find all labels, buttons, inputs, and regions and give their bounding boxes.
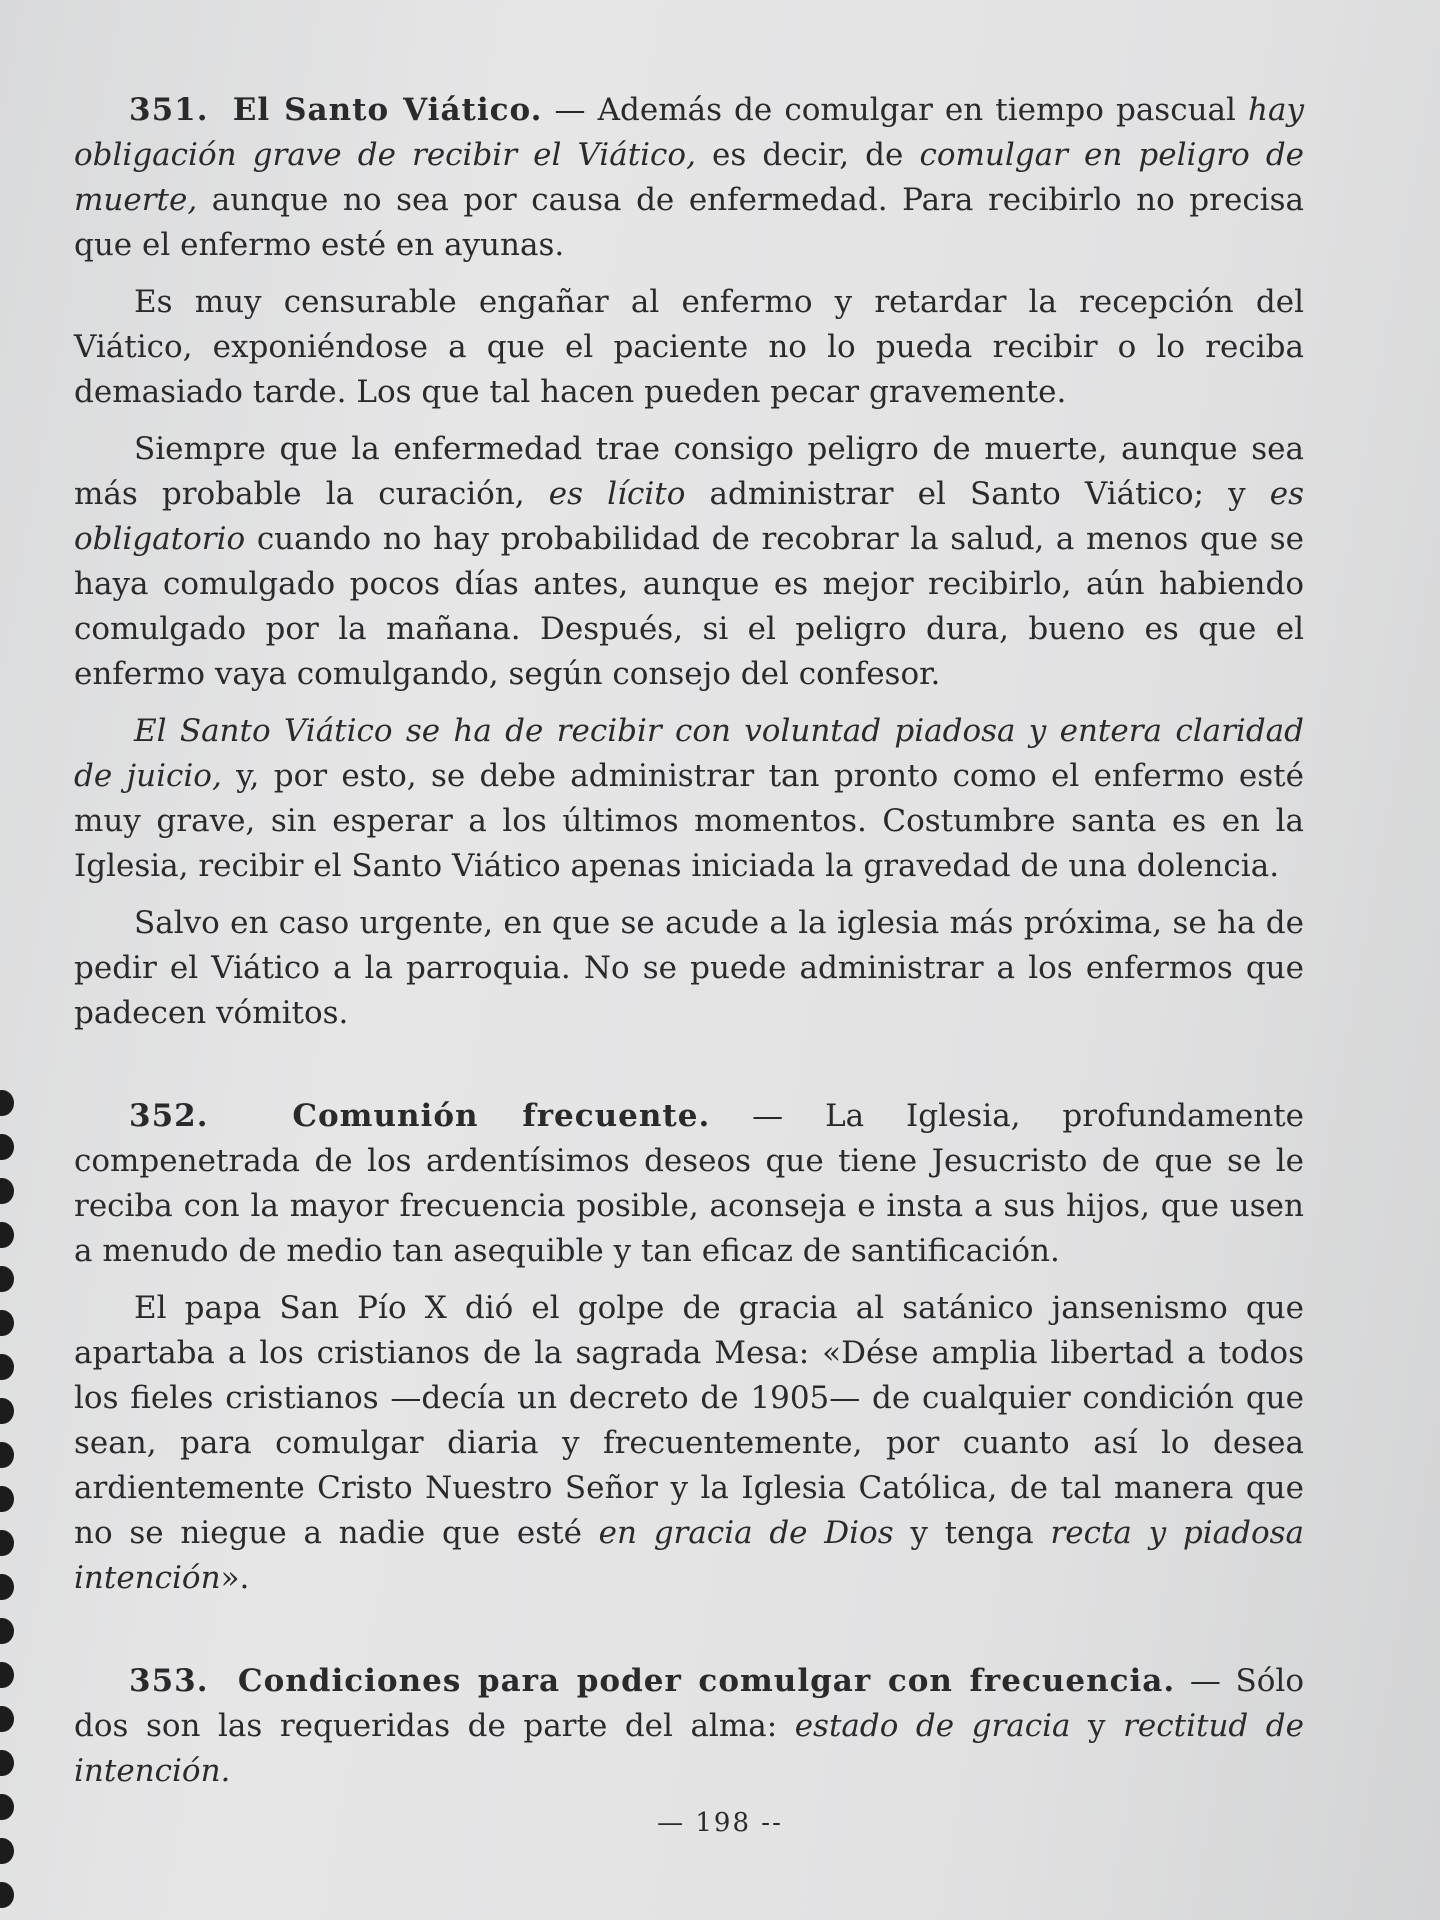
binding-hole [0, 1178, 14, 1204]
binding-hole [0, 1882, 14, 1908]
section-heading: El Santo Viático. [232, 92, 543, 128]
binding-hole [0, 1222, 14, 1248]
text-run: cuando no hay probabilidad de recobrar la salud, a menos que se haya comulgado pocos días antes, aunque es mejor recibirlo, aún habiendo comulgado por la mañana. Después, si el peligro dura, bueno es que el enfermo vaya comulgando, según consejo del confesor. [74, 521, 1304, 692]
section-heading: Comunión frecuente. [292, 1098, 711, 1134]
text-run: Es muy censurable engañar al enfermo y retardar la recepción del Viático, exponiéndose a que el paciente no lo pueda recibir o lo reciba demasiado tarde. Los que tal hacen pueden pecar gravemente. [74, 284, 1304, 410]
paragraph [74, 901, 1304, 1036]
text-run: y [1070, 1708, 1124, 1744]
binding-hole [0, 1442, 14, 1468]
binding-hole [0, 1398, 14, 1424]
text-run: administrar el Santo Viático; y [685, 476, 1270, 512]
text-run: — Además de comulgar en tiempo pascual [542, 92, 1249, 128]
section-heading: Condiciones para poder comulgar con frecuencia. [237, 1663, 1176, 1699]
italic-text: El Santo Viático se ha de recibir con voluntad piadosa y entera claridad de juicio, [74, 713, 1304, 794]
text-run: y, por esto, se debe administrar tan pronto como el enfermo esté muy grave, sin esperar a los últimos momentos. Costumbre santa es en la Iglesia, recibir el Santo Viático apenas iniciada la gravedad de una dolencia. [74, 758, 1304, 884]
text-run: Siempre que la enfermedad trae consigo peligro de muerte, aunque sea más probable la curación, [74, 431, 1304, 512]
text-run: — Sólo dos son las requeridas de parte del alma: [74, 1663, 1305, 1744]
page-body [74, 88, 1304, 1852]
binding-hole [0, 1530, 14, 1556]
binding-hole [0, 1662, 14, 1688]
section-number: 353. [129, 1663, 209, 1699]
binding-hole [0, 1838, 14, 1864]
italic-text: hay obligación grave de recibir el Viático, [74, 92, 1304, 173]
binding-hole [0, 1618, 14, 1644]
binding-hole [0, 1750, 14, 1776]
italic-text: es obligatorio [74, 476, 1304, 557]
text-run: ». [220, 1560, 250, 1596]
italic-text: estado de gracia [794, 1708, 1071, 1744]
italic-text: en gracia de Dios [598, 1515, 894, 1551]
paragraph [74, 427, 1304, 697]
binding-hole [0, 1574, 14, 1600]
italic-text: rectitud de intención. [74, 1708, 1304, 1789]
paragraph [74, 88, 1304, 268]
spiral-binding [0, 1090, 20, 1920]
text-run: y tenga [893, 1515, 1051, 1551]
text-run: aunque no sea por causa de enfermedad. Para recibirlo no precisa que el enfermo esté en ayunas. [74, 182, 1304, 263]
text-run: es decir, de [695, 137, 920, 173]
italic-text: recta y piadosa intención [74, 1515, 1305, 1596]
section-351 [74, 88, 1304, 1036]
italic-text: comulgar en peligro de muerte, [74, 137, 1305, 218]
binding-hole [0, 1090, 14, 1116]
paragraph [74, 1659, 1304, 1794]
paragraph [74, 1094, 1304, 1274]
section-number: 352. [129, 1098, 209, 1134]
section-352 [74, 1094, 1304, 1601]
text-run: El papa San Pío X dió el golpe de gracia al satánico jansenismo que apartaba a los cristianos de la sagrada Mesa: «Dése amplia libertad a todos los fieles cristianos —decía un decreto de 1905— de cualquier condición que sean, para comulgar diaria y frecuentemente, por cuanto así lo desea ardientemente Cristo Nuestro Señor y la Iglesia Católica, de tal manera que no se niegue a nadie que esté [74, 1290, 1304, 1551]
section-number: 351. [129, 92, 209, 128]
section-353 [74, 1659, 1304, 1794]
paragraph [74, 1286, 1304, 1601]
italic-text: es lícito [548, 476, 686, 512]
binding-hole [0, 1134, 14, 1160]
page-number: — 198 -- [657, 1808, 783, 1838]
binding-hole [0, 1486, 14, 1512]
binding-hole [0, 1706, 14, 1732]
paragraph [74, 709, 1304, 889]
binding-hole [0, 1354, 14, 1380]
binding-hole [0, 1266, 14, 1292]
text-run: Salvo en caso urgente, en que se acude a la iglesia más próxima, se ha de pedir el Viático a la parroquia. No se puede administrar a los enfermos que padecen vómitos. [74, 905, 1304, 1031]
paragraph [74, 280, 1304, 415]
binding-hole [0, 1310, 14, 1336]
text-run: — La Iglesia, profundamente compenetrada de los ardentísimos deseos que tiene Jesucristo de que se le reciba con la mayor frecuencia posible, aconseja e insta a sus hijos, que usen a menudo de medio tan asequible y tan eficaz de santificación. [74, 1098, 1305, 1269]
